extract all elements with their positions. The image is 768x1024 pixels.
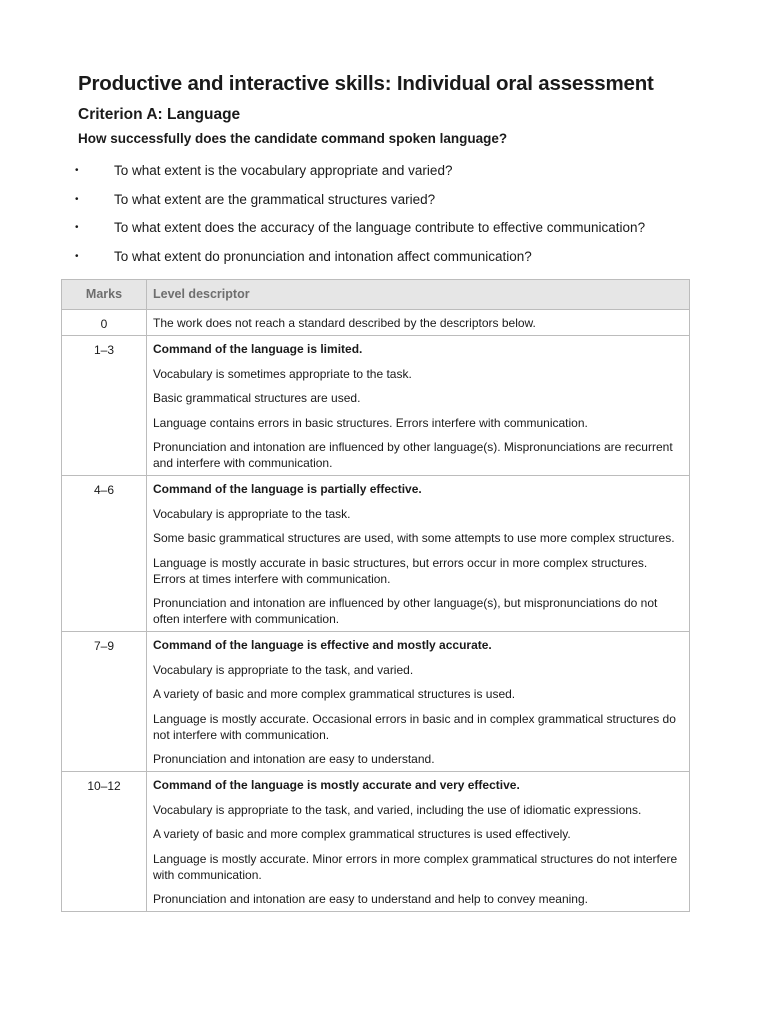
table-header-row: [62, 280, 690, 310]
descriptor-line: Language is mostly accurate. Occasional errors in basic and in complex grammatical structures do not interfere with communication.: [153, 711, 676, 742]
descriptor-column-header: Level descriptor: [147, 280, 690, 310]
table-row: [62, 476, 690, 632]
bullet-icon: •: [75, 165, 79, 176]
descriptor-line: Basic grammatical structures are used.: [153, 391, 361, 405]
marks-column-header: Marks: [62, 280, 147, 310]
descriptor-line: Vocabulary is appropriate to the task, and varied.: [153, 662, 414, 677]
bullet-text: To what extent is the vocabulary appropriate and varied?: [114, 163, 453, 178]
descriptor-line: Language contains errors in basic structures. Errors interfere with communication.: [153, 415, 588, 430]
marks-cell: 4–6: [62, 476, 147, 632]
descriptor-line: Pronunciation and intonation are influenced by other language(s), but mispronunciations do not often interfere with communication.: [153, 596, 658, 626]
marks-cell: 0: [62, 310, 147, 336]
bullet-text: To what extent does the accuracy of the language contribute to effective communication?: [114, 220, 646, 236]
bullet-icon: •: [75, 250, 79, 262]
descriptor-cell: [147, 632, 690, 772]
rubric-table: [61, 279, 690, 912]
descriptor-line: Language is mostly accurate in basic structures, but errors occur in more complex structures. Errors at times interfere with communication.: [153, 555, 648, 586]
descriptor-cell: [147, 772, 690, 912]
descriptor-line: Some basic grammatical structures are used, with some attempts to use more complex structures.: [153, 531, 675, 545]
table-row: [62, 310, 690, 336]
descriptor-line: Pronunciation and intonation are easy to understand.: [153, 752, 435, 766]
marks-cell: 7–9: [62, 632, 147, 772]
descriptor-line: Pronunciation and intonation are influenced by other language(s). Mispronunciations are recurrent and interfere with communication.: [153, 440, 673, 470]
bullet-text: To what extent do pronunciation and intonation affect communication?: [114, 248, 532, 264]
bullet-item: [74, 247, 645, 276]
table-row: [62, 772, 690, 912]
descriptor-cell: [147, 310, 690, 336]
descriptor-cell: [147, 476, 690, 632]
bullet-item: [74, 190, 645, 219]
marks-cell: 10–12: [62, 772, 147, 912]
descriptor-lead: Command of the language is effective and mostly accurate.: [153, 638, 492, 652]
page-title: Productive and interactive skills: Individual oral assessment: [78, 72, 654, 95]
descriptor-line: Pronunciation and intonation are easy to understand and help to convey meaning.: [153, 892, 588, 906]
descriptor-line: Vocabulary is appropriate to the task.: [153, 506, 351, 521]
descriptor-line: A variety of basic and more complex grammatical structures is used.: [153, 687, 516, 701]
guiding-bullet-list: [74, 161, 645, 275]
bullet-item: [74, 218, 645, 247]
table-row: [62, 336, 690, 476]
criterion-heading: Criterion A: Language: [78, 106, 241, 123]
table-row: [62, 632, 690, 772]
bullet-icon: •: [75, 193, 79, 205]
descriptor-lead: Command of the language is limited.: [153, 342, 363, 356]
descriptor-line: Vocabulary is appropriate to the task, and varied, including the use of idiomatic expressions.: [153, 802, 642, 817]
descriptor-cell: [147, 336, 690, 476]
descriptor-line: The work does not reach a standard described by the descriptors below.: [153, 316, 536, 330]
descriptor-lead: Command of the language is partially effective.: [153, 482, 422, 496]
descriptor-line: Vocabulary is sometimes appropriate to the task.: [153, 366, 412, 381]
descriptor-line: A variety of basic and more complex grammatical structures is used effectively.: [153, 827, 571, 841]
bullet-text: To what extent are the grammatical structures varied?: [114, 191, 436, 207]
descriptor-lead: Command of the language is mostly accurate and very effective.: [153, 778, 520, 792]
bullet-item: [74, 161, 645, 190]
bullet-icon: •: [75, 222, 79, 234]
descriptor-line: Language is mostly accurate. Minor errors in more complex grammatical structures do not interfere with communication.: [153, 851, 678, 882]
marks-cell: 1–3: [62, 336, 147, 476]
guiding-question: How successfully does the candidate command spoken language?: [78, 131, 508, 146]
